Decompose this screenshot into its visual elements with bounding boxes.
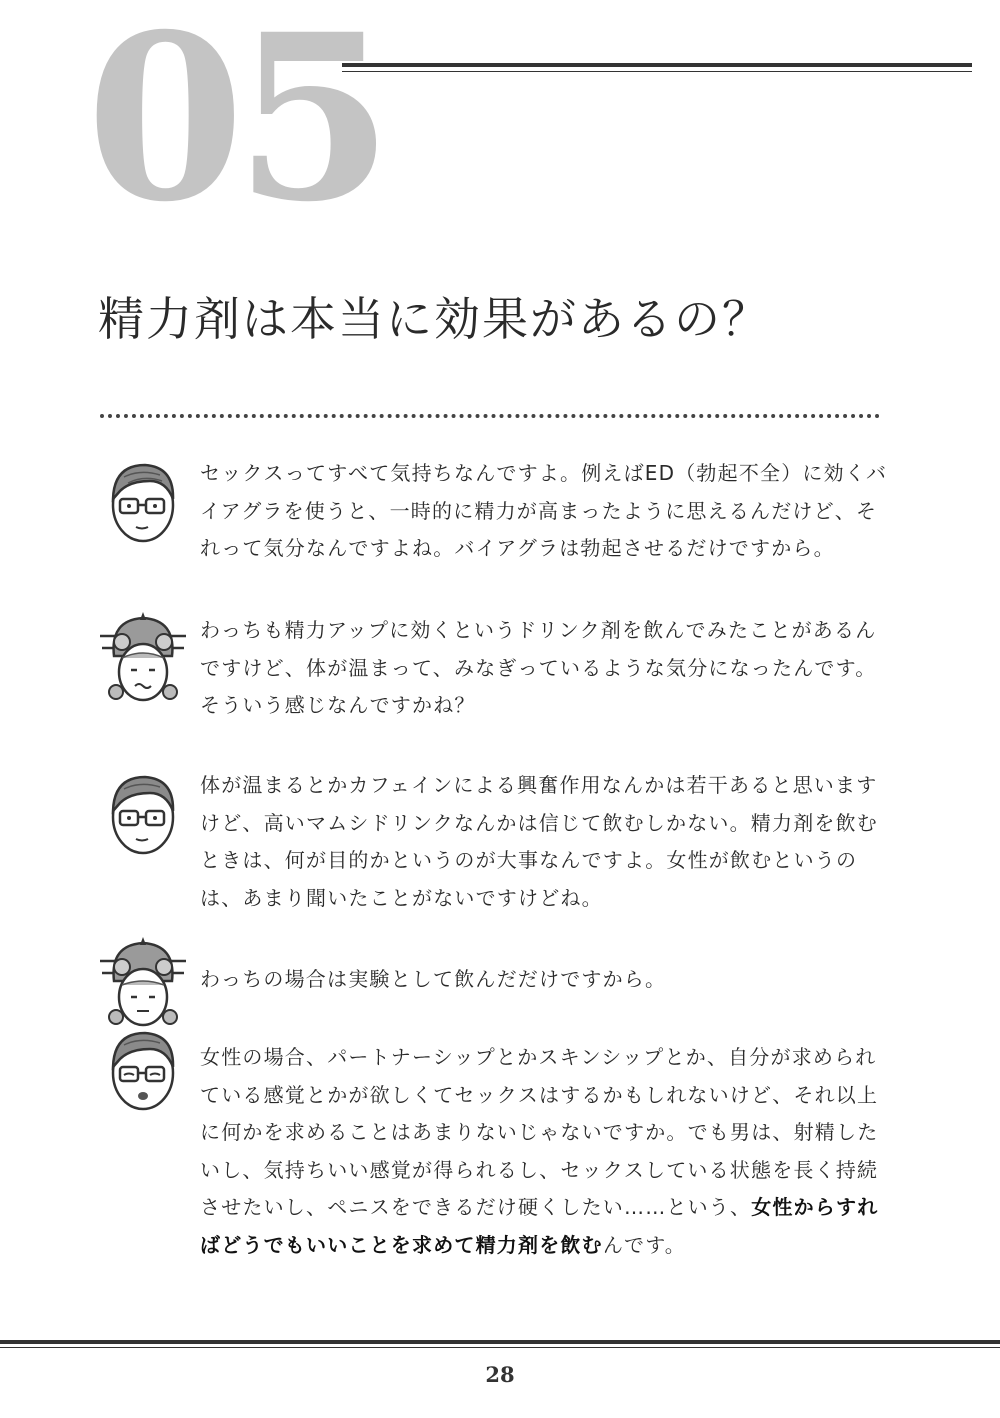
man-avatar-icon [100,455,186,555]
dialogue-text: わっちも精力アップに効くというドリンク剤を飲んでみたことがあるんですけど、体が温まって、みなぎっているような気分になったんです。そういう感じなんですかね？ [200,618,877,717]
dialogue-text: わっちの場合は実験として飲んだだけですから。 [200,967,667,991]
dialogue-text: セックスってすべて気持ちなんですよ。例えばED（勃起不全）に効くバイアグラを使うと、一時的に精力が高まったように思えるんだけど、それって気分なんですよね。バイアグラは勃起させるだけですから。 [200,461,888,560]
oiran-avatar-icon [100,612,186,712]
dialogue-text-part: んです。 [602,1232,687,1257]
page-title: 精力剤は本当に効果があるの？ [98,292,770,346]
header-rule [342,63,972,72]
man-avatar-icon [100,1023,186,1123]
footer-rule [0,1340,1000,1348]
chapter-number: 05 [86,0,384,252]
dialogue-text-part: 女性の場合、パートナーシップとかスキンシップとか、自分が求められている感覚とかが欲しくてセックスはするかもしれないけど、それ以上に何かを求めることはあまりないじゃないですか。でも男は、射精したいし、気持ちいい感覚が得られるし、セックスしている状態を長く持続させたいし、ペニスをできるだけ硬くしたい……という、 [200,1045,879,1219]
dialogue-text: 体が温まるとかカフェインによる興奮作用なんかは若干あると思いますけど、高いマムシドリンクなんかは信じて飲むしかない。精力剤を飲むときは、何が目的かというのが大事なんですよ。女性が飲むというのは、あまり聞いたことがないですけどね。 [200,773,878,910]
dialogue-text [200,1039,890,1264]
emphasis-text: 女性からすればどうでもいいことを求めて精力剤を飲む [200,1195,879,1257]
oiran-avatar-icon [100,937,186,1037]
man-avatar-icon [100,767,186,867]
page-number: 28 [485,1362,515,1387]
title-divider [100,414,880,418]
